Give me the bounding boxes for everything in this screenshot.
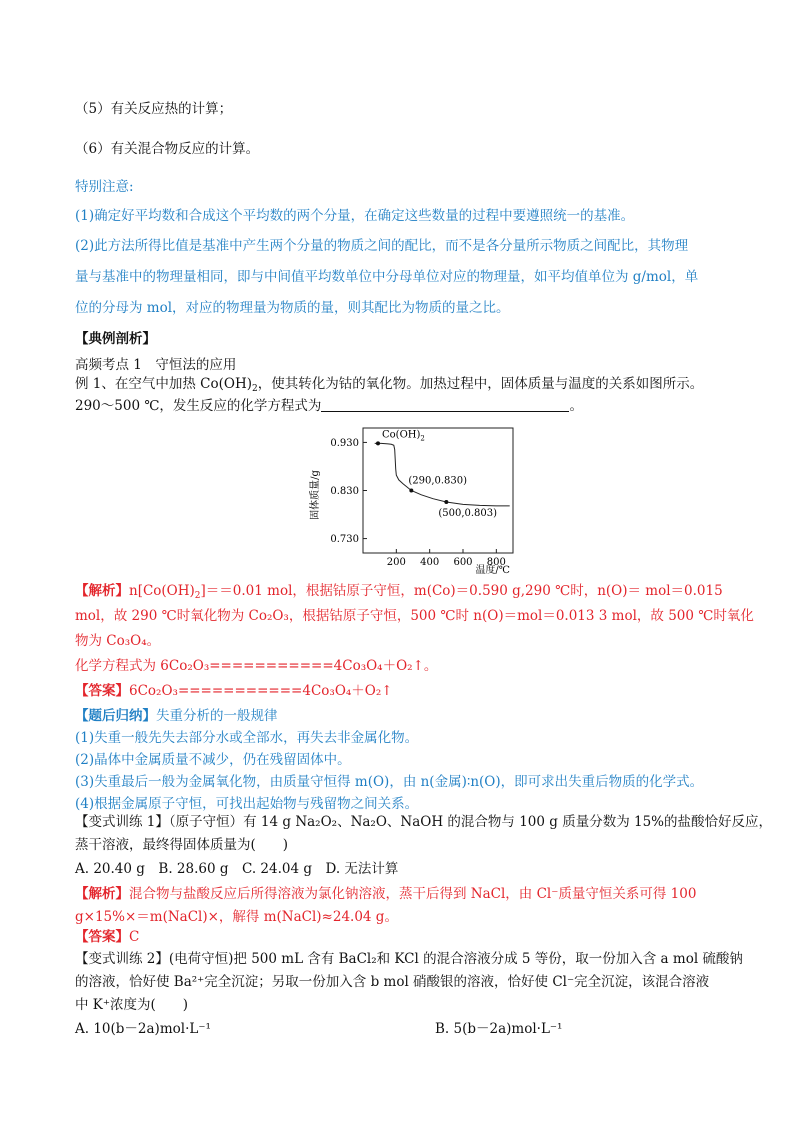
data-point [444, 500, 448, 504]
analysis-1-line-3: 物为 Co₃O₄。 [75, 633, 161, 649]
analysis-tag: 【解析】 [75, 583, 129, 599]
data-point [376, 441, 380, 445]
subscript-2: 2 [194, 591, 201, 601]
example-1-line-2 [75, 397, 583, 415]
point-label: (290,0.830) [408, 475, 468, 487]
variant-2-options [75, 1020, 563, 1038]
answer-2-text: C [129, 929, 140, 945]
point-label: (500,0.803) [438, 508, 498, 520]
note-2-line-2: 量与基准中的物理量相同，即与中间值平均数单位中分母单位对应的物理量，如平均值单位为 g/mol，单 [75, 269, 699, 285]
note-2-line-1: (2)此方法所得比值是基准中产生两个分量的物质之间的配比，而不是各分量所示物质之间配比，其物理 [75, 238, 689, 254]
point-label: $Co(OH)_2$ [382, 429, 425, 443]
variant-1-line-1: 【变式训练 1】（原子守恒）有 14 g Na₂O₂、Na₂O、NaOH 的混合物与 100 g 质量分数为 15%的盐酸恰好反应， [75, 814, 772, 830]
example-1-line-1 [75, 375, 703, 398]
mass-temperature-chart [300, 420, 530, 580]
summary-2: (2)晶体中金属质量不减少，仍在残留固体中。 [75, 752, 351, 768]
x-tick-label: 200 [386, 557, 406, 568]
note-2-line-3: 位的分母为 mol，对应的物理量为物质的量，则其配比为物质的量之比。 [75, 300, 510, 316]
analysis-1-text-a: n[Co(OH) [129, 583, 195, 599]
y-tick-label: 0.930 [330, 437, 359, 449]
x-tick-label: 600 [453, 557, 473, 568]
list-item-6: （6）有关混合物反应的计算。 [75, 141, 260, 157]
equation-line: 化学方程式为 6Co₂O₃===========4Co₃O₄＋O₂↑。 [75, 658, 438, 674]
analysis-1-line-2: mol，故 290 ℃时氧化物为 Co₂O₃，根据钴原子守恒，500 ℃时 n(O)＝mol＝0.013 3 mol，故 500 ℃时氧化 [75, 608, 754, 624]
plot-frame [363, 428, 513, 553]
option-a: A. 10(b－2a)mol·L⁻¹ [75, 1021, 211, 1037]
answer-tag: 【答案】 [75, 683, 129, 699]
answer-tag: 【答案】 [75, 929, 129, 945]
section-heading: 【典例剖析】 [75, 331, 156, 347]
analysis-tag: 【解析】 [75, 886, 129, 902]
note-title: 特别注意: [75, 179, 134, 195]
x-tick-label: 400 [420, 557, 440, 568]
variant-1-options: A. 20.40 g B. 28.60 g C. 24.04 g D. 无法计算 [75, 861, 399, 877]
answer-1 [75, 682, 393, 700]
analysis-1-line-1 [75, 582, 723, 605]
summary-3: (3)失重最后一般为金属氧化物，由质量守恒得 m(O)，由 n(金属)∶n(O)，即可求出失重后物质的化学式。 [75, 774, 704, 790]
example-1-text-a: 例 1、在空气中加热 Co(OH) [75, 376, 253, 392]
analysis-2-line-2: g×15%×＝m(NaCl)×，解得 m(NaCl)≈24.04 g。 [75, 909, 398, 925]
x-tick-label: 800 [486, 557, 506, 568]
analysis-2-line-1 [75, 885, 696, 903]
variant-2-line-2: 的溶液，恰好使 Ba²⁺完全沉淀；另取一份加入含 b mol 硝酸银的溶液，恰好使 Cl⁻完全沉淀，该混合溶液 [75, 974, 710, 990]
subscript-2: 2 [252, 384, 258, 394]
summary-tag: 【题后归纳】 [75, 708, 156, 724]
answer-blank [321, 399, 569, 412]
note-1: (1)确定好平均数和合成这个平均数的两个分量，在确定这些数量的过程中要遵照统一的基准。 [75, 208, 635, 224]
x-axis-label: 温度/℃ [475, 565, 510, 576]
list-item-5: （5）有关反应热的计算； [75, 101, 233, 117]
variant-2-line-1: 【变式训练 2】(电荷守恒)把 500 mL 含有 BaCl₂和 KCl 的混合溶液分成 5 等份，取一份加入含 a mol 硫酸钠 [75, 951, 743, 967]
summary-title: 失重分析的一般规律 [156, 708, 278, 724]
answer-2 [75, 928, 139, 946]
variant-1-line-2: 蒸干溶液，最终得固体质量为( ) [75, 837, 289, 853]
option-b: B. 5(b－2a)mol·L⁻¹ [435, 1021, 563, 1037]
summary-1: (1)失重一般先失去部分水或全部水，再失去非金属化物。 [75, 730, 419, 746]
analysis-2-text: 混合物与盐酸反应后所得溶液为氯化钠溶液，蒸干后得到 NaCl，由 Cl⁻质量守恒关系可得 100 [129, 886, 697, 902]
analysis-1-text-b: ]＝＝0.01 mol，根据钴原子守恒，m(Co)＝0.590 g,290 ℃时，n(O)＝ mol＝0.015 [200, 583, 723, 599]
example-1-end: 。 [569, 398, 583, 414]
summary-heading [75, 707, 278, 725]
y-tick-label: 0.730 [330, 534, 359, 546]
y-axis-label: 固体质量/g [310, 470, 321, 520]
key-point-title: 高频考点 1 守恒法的应用 [75, 357, 237, 373]
y-tick-label: 0.830 [330, 486, 359, 497]
answer-1-text: 6Co₂O₃===========4Co₃O₄＋O₂↑ [129, 683, 393, 699]
example-1-text-b: ，使其转化为钴的氧化物。加热过程中，固体质量与温度的关系如图所示。 [257, 376, 704, 392]
variant-2-line-3: 中 K⁺浓度为( ) [75, 997, 189, 1013]
data-point [409, 489, 413, 493]
example-1-question: 290～500 ℃，发生反应的化学方程式为 [75, 398, 322, 414]
summary-4: (4)根据金属原子守恒，可找出起始物与残留物之间关系。 [75, 796, 419, 812]
